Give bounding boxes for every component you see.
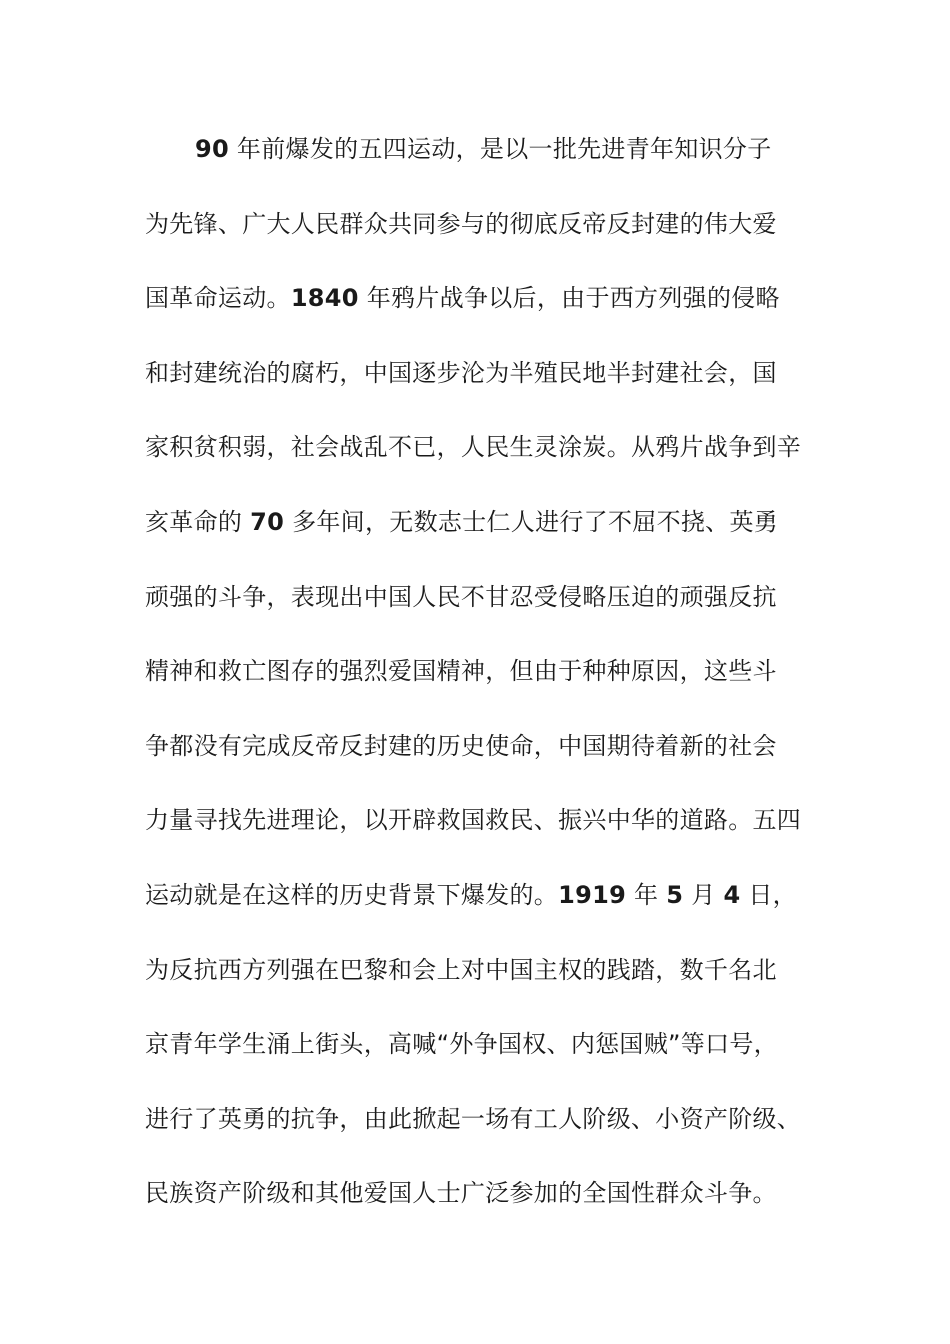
text-line: 90 年前爆发的五四运动，是以一批先进青年知识分子 xyxy=(195,135,772,163)
body-paragraph xyxy=(145,127,810,1246)
text-line: 家积贫积弱，社会战乱不已，人民生灵涂炭。从鸦片战争到辛 xyxy=(145,433,802,462)
text-line: 民族资产阶级和其他爱国人士广泛参加的全国性群众斗争。 xyxy=(145,1179,777,1208)
text-line: 进行了英勇的抗争，由此掀起一场有工人阶级、小资产阶级、 xyxy=(145,1104,802,1133)
text-line: 顽强的斗争，表现出中国人民不甘忍受侵略压迫的顽强反抗 xyxy=(145,582,777,611)
text-line: 争都没有完成反帝反封建的历史使命，中国期待着新的社会 xyxy=(145,731,777,760)
text-line: 国革命运动。1840 年鸦片战争以后，由于西方列强的侵略 xyxy=(145,284,780,313)
text-line: 为先锋、广大人民群众共同参与的彻底反帝反封建的伟大爱 xyxy=(145,209,777,238)
text-line: 运动就是在这样的历史背景下爆发的。1919 年 5 月 4 日， xyxy=(145,880,797,909)
text-line: 力量寻找先进理论，以开辟救国救民、振兴中华的道路。五四 xyxy=(145,806,802,835)
text-line: 亥革命的 70 多年间，无数志士仁人进行了不屈不挠、英勇 xyxy=(145,507,779,536)
text-line: 京青年学生涌上街头，高喊“外争国权、内惩国贼”等口号， xyxy=(145,1030,778,1059)
text-line: 为反抗西方列强在巴黎和会上对中国主权的践踏，数千名北 xyxy=(145,955,777,984)
text-line: 精神和救亡图存的强烈爱国精神，但由于种种原因，这些斗 xyxy=(145,657,777,686)
text-line: 和封建统治的腐朽，中国逐步沦为半殖民地半封建社会，国 xyxy=(145,358,777,387)
